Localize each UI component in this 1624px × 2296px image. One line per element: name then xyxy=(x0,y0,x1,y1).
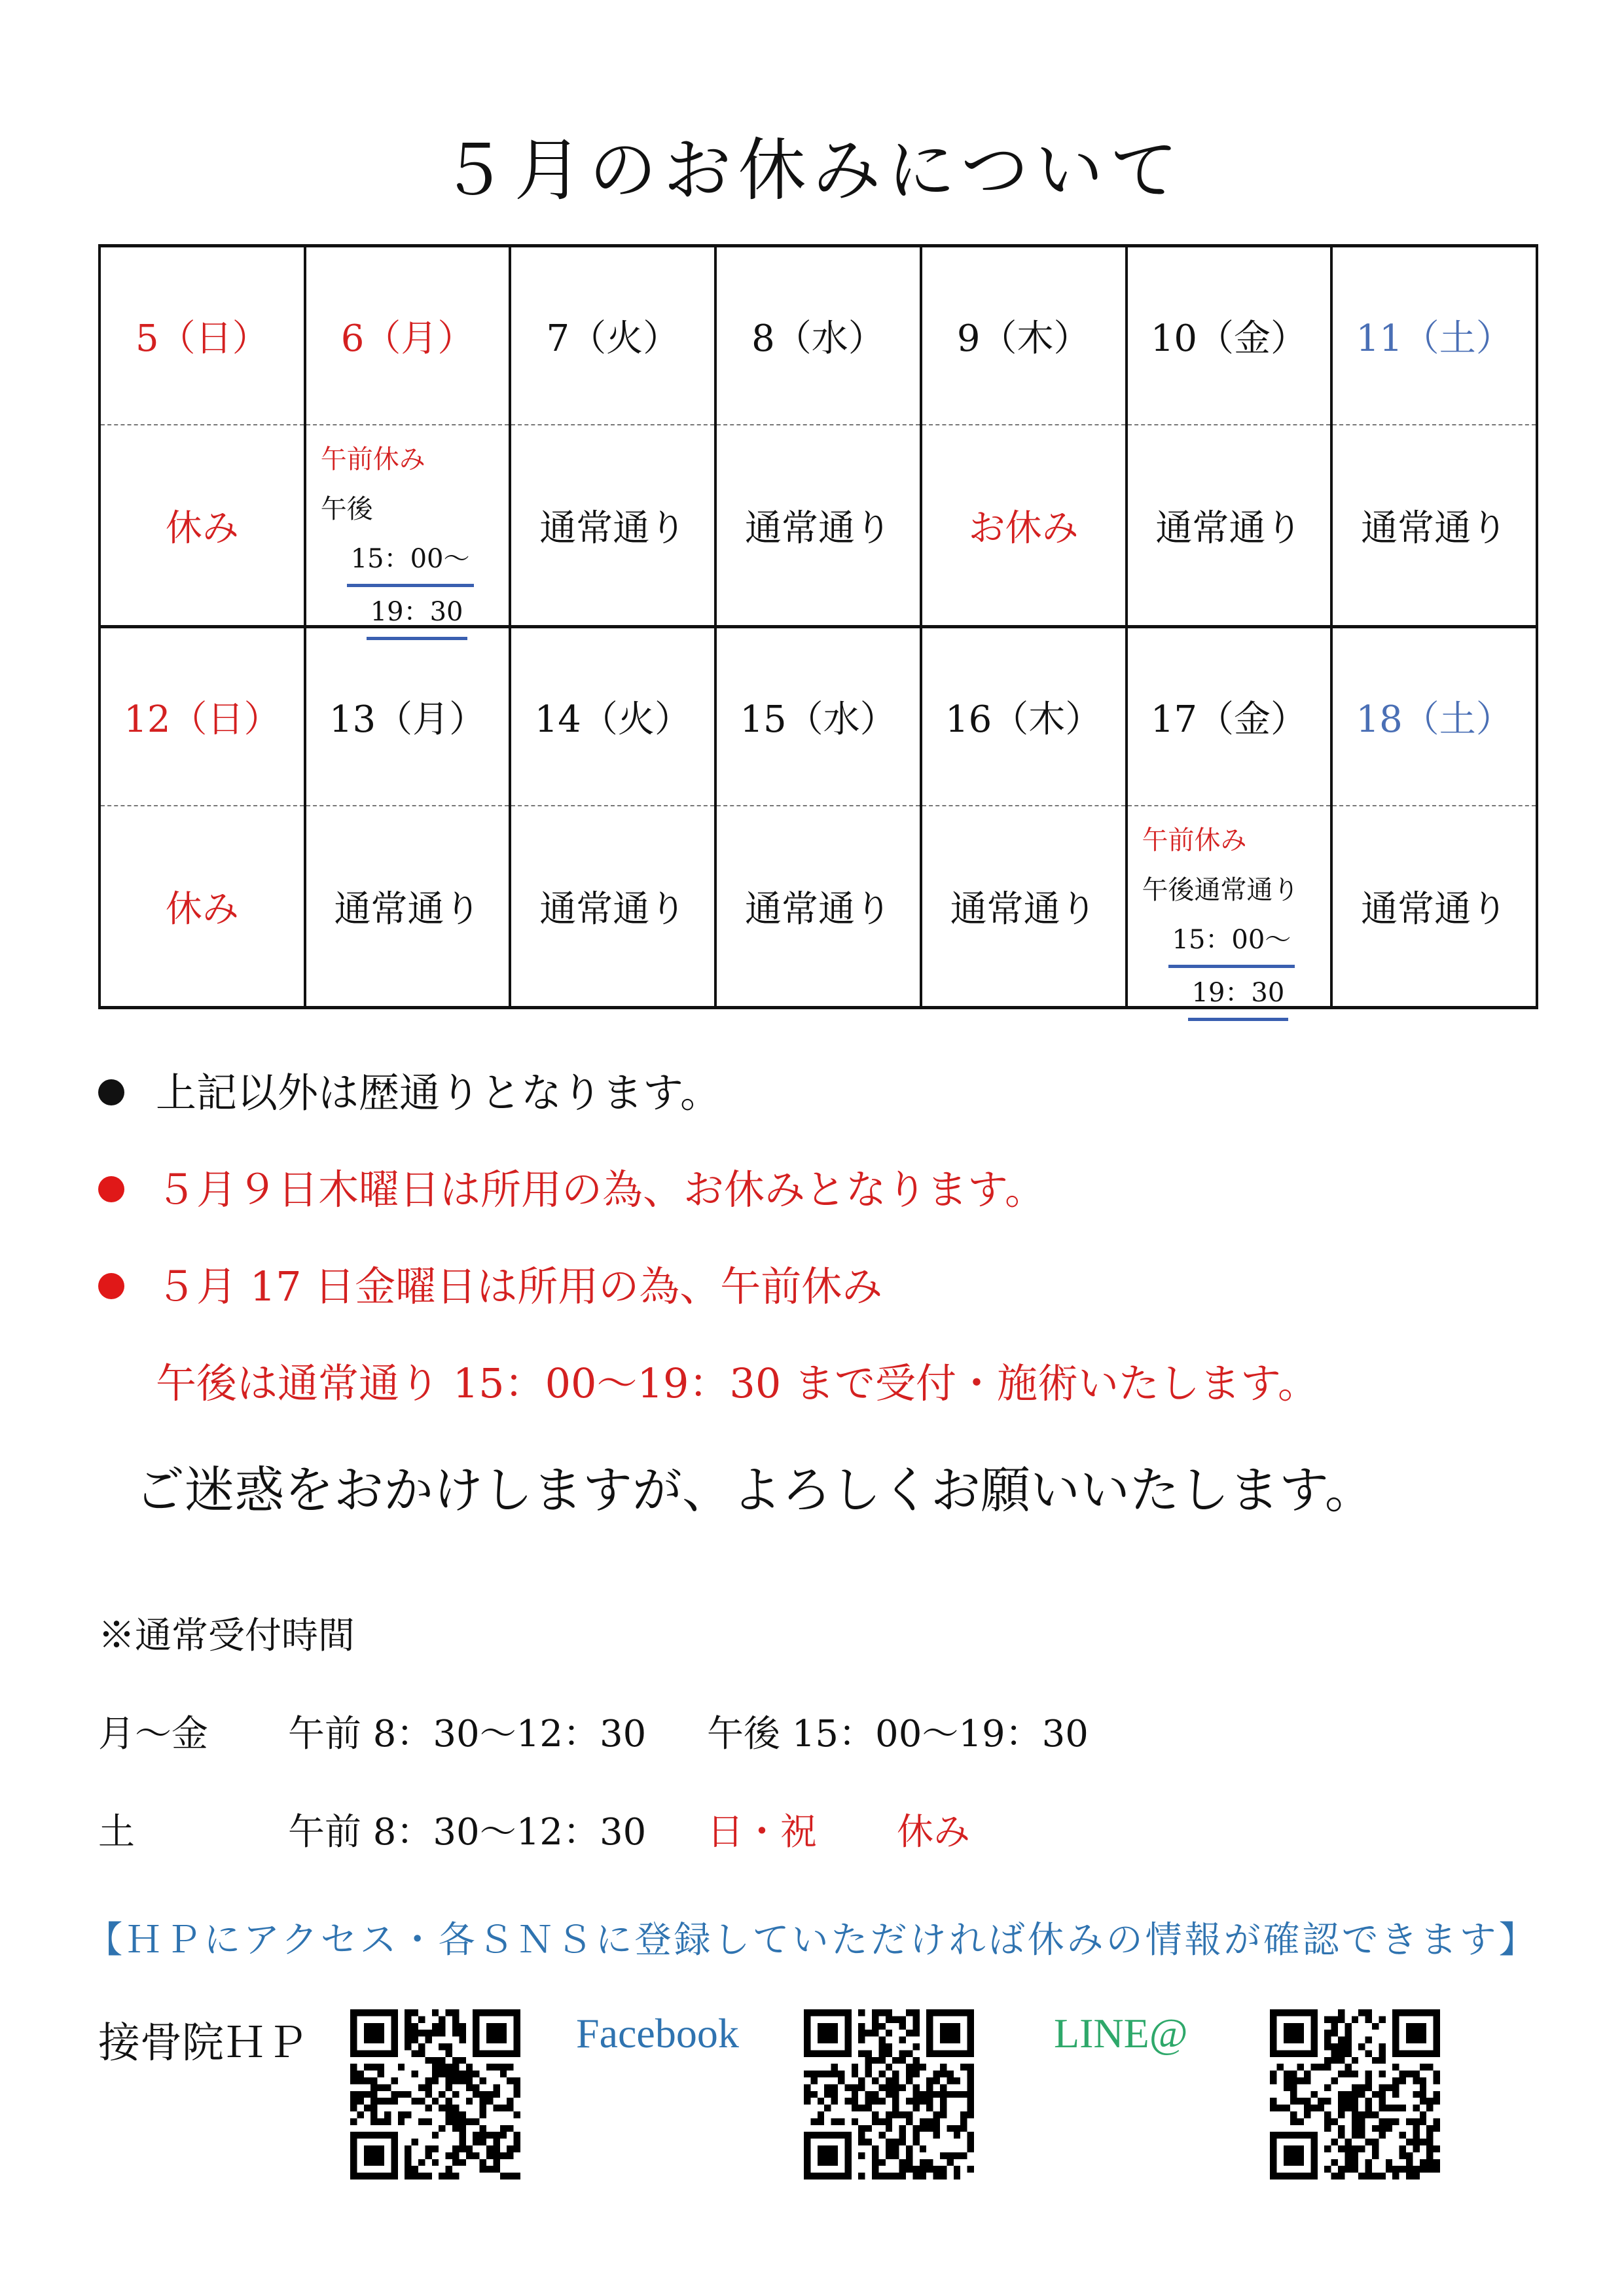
status-cell: 通常通り xyxy=(1331,806,1537,1008)
status-cell: 通常通り xyxy=(921,806,1127,1008)
business-hours xyxy=(98,1604,1538,1898)
date-cell: 10（金） xyxy=(1127,246,1332,425)
date-cell: 12（日） xyxy=(99,627,305,806)
hours-am: 午前 8：30～12：30 xyxy=(288,1811,647,1854)
date-cell: 18（土） xyxy=(1331,627,1537,806)
hours-row-weekday xyxy=(98,1702,1538,1800)
date-cell: 5（日） xyxy=(99,246,305,425)
date-cell: 14（火） xyxy=(510,627,715,806)
note-item xyxy=(98,1157,1538,1254)
note-pm: 午後 xyxy=(320,494,373,524)
status-cell: 休み xyxy=(99,806,305,1008)
note-time-end: 19：30 xyxy=(1188,968,1289,1021)
note-text: ５月 17 日金曜日は所用の為、午前休み xyxy=(156,1263,883,1310)
hours-pm: 午後 15：00～19：30 xyxy=(707,1713,1089,1755)
morning-closed-note xyxy=(321,435,504,640)
qr-code-icon[interactable] xyxy=(804,2009,974,2179)
hours-row-saturday xyxy=(98,1800,1538,1898)
bullet-icon xyxy=(98,1176,124,1202)
note-time-start: 15：00～ xyxy=(1168,915,1295,968)
status-cell-note xyxy=(1127,806,1332,1008)
note-item xyxy=(98,1254,1538,1351)
status-cell: お休み xyxy=(921,425,1127,627)
note-item xyxy=(98,1351,1538,1448)
calendar-date-row-week2 xyxy=(99,627,1537,806)
line-link[interactable]: LINE@ xyxy=(1054,2010,1188,2056)
hours-day-label: 月～金 xyxy=(98,1713,208,1755)
hp-label: 接骨院ＨＰ xyxy=(98,2019,308,2068)
bullet-icon xyxy=(98,1079,124,1105)
note-text: 上記以外は歴通りとなります。 xyxy=(156,1069,721,1117)
status-cell-note xyxy=(305,425,511,627)
status-cell: 通常通り xyxy=(510,806,715,1008)
note-time-end: 19：30 xyxy=(367,587,467,640)
hours-am: 午前 8：30～12：30 xyxy=(288,1713,647,1755)
status-cell: 通常通り xyxy=(1331,425,1537,627)
date-cell: 13（月） xyxy=(305,627,511,806)
status-cell: 通常通り xyxy=(510,425,715,627)
page-title: ５月のお休みについて xyxy=(439,130,1185,210)
facebook-link[interactable]: Facebook xyxy=(576,2010,739,2056)
bullet-icon xyxy=(98,1273,124,1299)
note-pm: 午後通常通り xyxy=(1142,875,1299,905)
date-cell: 9（木） xyxy=(921,246,1127,425)
calendar-date-row-week1 xyxy=(99,246,1537,425)
hours-day-label: 土 xyxy=(98,1811,135,1854)
holiday-label: 日・祝 xyxy=(707,1811,817,1854)
note-am-closed: 午前休み xyxy=(320,444,425,475)
note-item xyxy=(98,1060,1538,1157)
status-cell: 通常通り xyxy=(305,806,511,1008)
date-cell: 7（火） xyxy=(510,246,715,425)
date-cell: 6（月） xyxy=(305,246,511,425)
calendar-table xyxy=(98,244,1538,1009)
date-cell: 17（金） xyxy=(1127,627,1332,806)
status-cell: 通常通り xyxy=(715,806,921,1008)
status-cell: 通常通り xyxy=(715,425,921,627)
sns-banner: 【ＨＰにアクセス・各ＳＮＳに登録していただければ休みの情報が確認できます】 xyxy=(86,1919,1538,1962)
status-cell: 通常通り xyxy=(1127,425,1332,627)
status-cell: 休み xyxy=(99,425,305,627)
morning-closed-note xyxy=(1142,816,1326,1021)
qr-code-icon[interactable] xyxy=(1270,2009,1440,2179)
note-time-start: 15：00～ xyxy=(347,534,474,587)
note-text: 午後は通常通り 15：00～19：30 まで受付・施術いたします。 xyxy=(156,1359,1319,1407)
date-cell: 16（木） xyxy=(921,627,1127,806)
holiday-value: 休み xyxy=(897,1811,970,1854)
calendar-status-row-week1 xyxy=(99,425,1537,627)
date-cell: 8（水） xyxy=(715,246,921,425)
calendar-status-row-week2 xyxy=(99,806,1537,1008)
qr-code-icon[interactable] xyxy=(350,2009,520,2179)
date-cell: 15（水） xyxy=(715,627,921,806)
note-text: ５月９日木曜日は所用の為、お休みとなります。 xyxy=(156,1166,1046,1213)
hours-header: ※通常受付時間 xyxy=(98,1615,355,1657)
notes-section xyxy=(98,1060,1538,1546)
apology-text: ご迷惑をおかけしますが、よろしくお願いいたします。 xyxy=(135,1461,1375,1519)
note-am-closed: 午前休み xyxy=(1142,825,1247,855)
date-cell: 11（土） xyxy=(1331,246,1537,425)
